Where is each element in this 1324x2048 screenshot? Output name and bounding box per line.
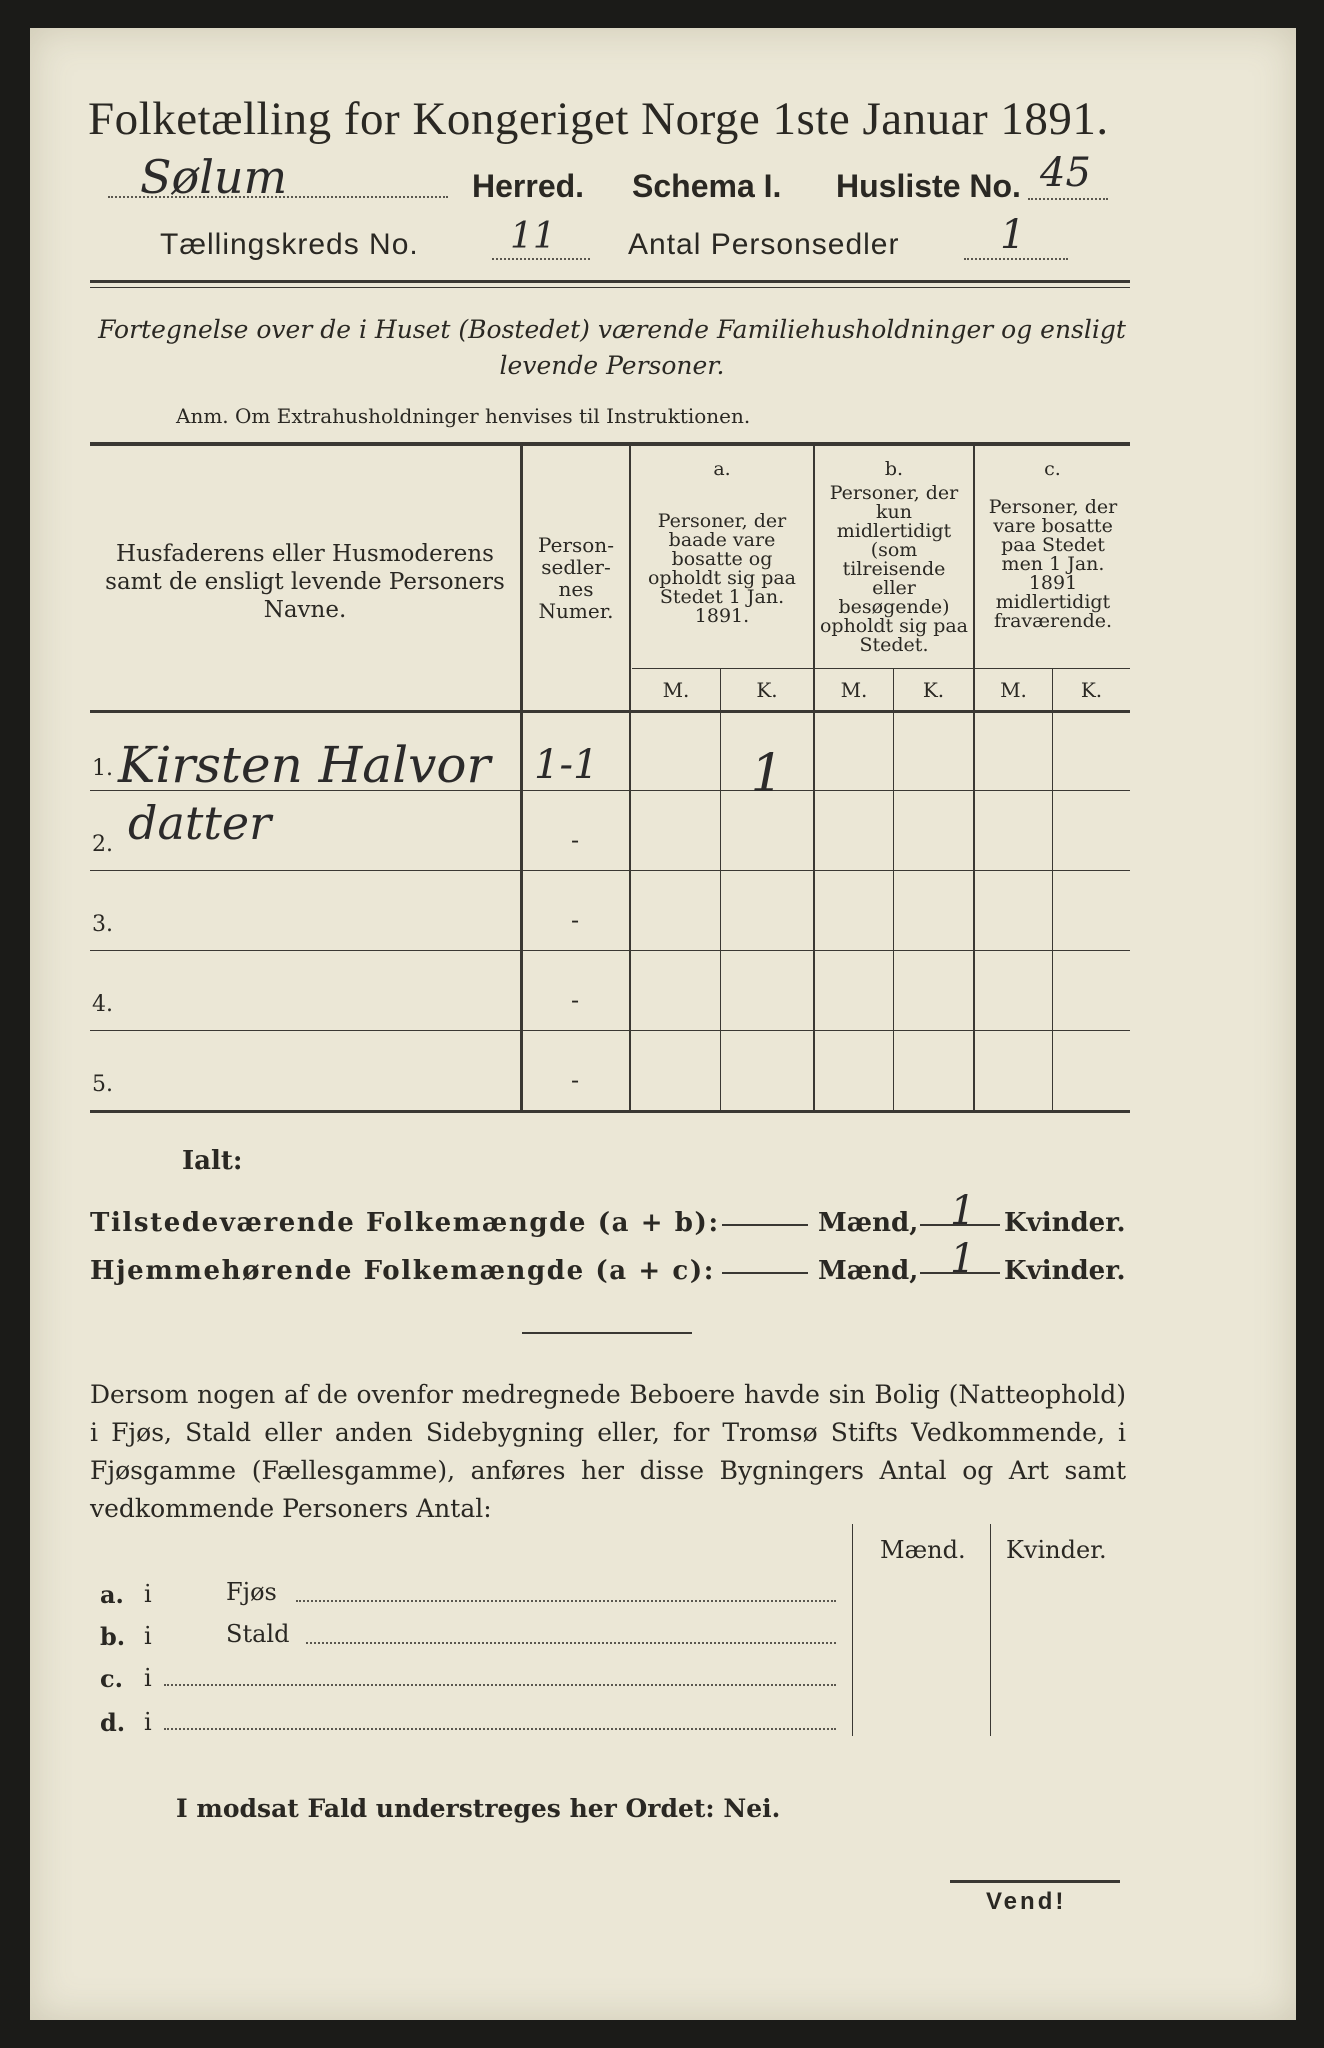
building-label: Fjøs: [226, 1578, 277, 1606]
buildings-kvinder-head: Kvinder.: [1006, 1536, 1107, 1564]
col-a-k-value: 1: [750, 744, 784, 804]
col-divider-3: [813, 446, 815, 1110]
col-a-letter: a.: [713, 458, 731, 480]
hjemme-label: Hjemmehørende Folkemængde (a + c):: [90, 1256, 715, 1286]
herred-value: Sølum: [140, 150, 288, 204]
tilstede-maend-blank: [722, 1224, 808, 1226]
mk-divider-c: [1052, 668, 1053, 1110]
kreds-value: 11: [510, 216, 556, 257]
building-i: i: [144, 1708, 152, 1736]
building-i: i: [144, 1622, 152, 1650]
kreds-dotted-line: [492, 258, 590, 260]
section-divider: [522, 1332, 692, 1334]
vend-rule: [950, 1880, 1120, 1883]
building-letter: c.: [100, 1664, 123, 1693]
person-numer: 1-1: [534, 742, 599, 788]
row-number: 2.: [92, 832, 113, 857]
schema-label: Schema I.: [632, 168, 782, 204]
buildings-divider-1: [852, 1524, 853, 1736]
vend-text: Vend!: [986, 1888, 1067, 1915]
hjemme-maend-label: Mænd,: [818, 1256, 919, 1286]
tilstede-maend-label: Mænd,: [818, 1208, 919, 1238]
person-name: datter: [128, 796, 272, 850]
ialt-label: Ialt:: [182, 1146, 243, 1176]
tilstede-kvinder-value: 1: [950, 1188, 976, 1234]
person-numer: -: [570, 1066, 580, 1094]
col-header-b: Personer, der kun midlertidigt (som tilreisende eller besøgende) opholdt sig paa Stedet.: [819, 482, 969, 656]
modsat-text: I modsat Fald understreges her Ordet: Nei.: [176, 1794, 781, 1823]
building-letter: d.: [100, 1708, 126, 1737]
col-c-letter: c.: [1044, 458, 1061, 480]
header-rule-thin: [90, 287, 1130, 288]
husliste-dotted-line: [1028, 198, 1108, 200]
building-dotted-line: [306, 1642, 836, 1644]
husliste-value: 45: [1040, 150, 1091, 196]
tilstede-label: Tilstedeværende Folkemængde (a + b):: [90, 1208, 720, 1238]
personsedler-label: Antal Personsedler: [628, 228, 900, 261]
person-numer: -: [570, 826, 580, 854]
building-dotted-line: [296, 1600, 836, 1602]
building-dotted-line: [164, 1728, 836, 1730]
col-c-m: M.: [1000, 678, 1027, 702]
fortegnelse-text: Fortegnelse over de i Huset (Bostedet) værende Familiehusholdninger og ensligt levende Personer.: [98, 315, 1126, 380]
subheader-rule: [632, 668, 1130, 669]
tilstede-kvinder-label: Kvinder.: [1004, 1208, 1126, 1238]
building-i: i: [144, 1664, 152, 1692]
col-b-m: M.: [840, 678, 868, 702]
herred-label: Herred.: [472, 168, 585, 204]
anm-text: Anm. Om Extrahusholdninger henvises til Instruktionen.: [176, 404, 751, 428]
building-dotted-line: [164, 1684, 836, 1686]
mk-divider-a: [720, 668, 721, 1110]
col-header-c: Personer, der vare bosatte paa Stedet men 1 Jan. 1891 midlertidigt fraværende.: [988, 496, 1118, 632]
form-title: Folketælling for Kongeriget Norge 1ste Januar 1891.: [88, 93, 1109, 145]
buildings-maend-head: Mænd.: [880, 1536, 966, 1564]
husliste-label: Husliste No.: [836, 168, 1021, 204]
col-a-m: M.: [662, 678, 690, 702]
row-number: 5.: [92, 1072, 113, 1097]
col-header-a: Personer, der baade vare bosatte og opholdt sig paa Stedet 1 Jan. 1891.: [647, 510, 797, 627]
header-rule-thick: [90, 280, 1130, 283]
buildings-divider-2: [990, 1524, 991, 1736]
hjemme-kvinder-value: 1: [950, 1236, 976, 1282]
building-letter: a.: [100, 1580, 124, 1609]
row-number: 1.: [92, 756, 113, 781]
hjemme-kvinder-label: Kvinder.: [1004, 1256, 1126, 1286]
col-b-letter: b.: [884, 458, 904, 480]
building-i: i: [144, 1580, 152, 1608]
building-letter: b.: [100, 1622, 126, 1651]
mk-divider-b: [893, 668, 894, 1110]
col-header-name: Husfaderens eller Husmoderens samt de ensligt levende Personers Navne.: [105, 541, 505, 623]
row-rule-3: [90, 950, 1130, 951]
personsedler-value: 1: [1000, 212, 1026, 258]
col-b-k: K.: [922, 678, 945, 702]
row-number: 3.: [92, 912, 113, 937]
row-rule-2: [90, 870, 1130, 871]
table-bottom-rule: [90, 1110, 1130, 1113]
buildings-paragraph: Dersom nogen af de ovenfor medregnede Beboere havde sin Bolig (Natteophold) i Fjøs, Stald eller anden Sidebygning eller, for Tromsø Stifts Vedkommende, i Fjøsgamme (Fællesgamme), anføres her disse Bygningers Antal og Art samt vedkommende Personers Antal:: [90, 1380, 1126, 1523]
building-label: Stald: [226, 1620, 290, 1648]
col-c-k: K.: [1080, 678, 1103, 702]
hjemme-maend-blank: [722, 1272, 808, 1274]
col-header-numer: Person-sedler-nes Numer.: [538, 533, 614, 623]
person-name: Kirsten Halvor: [118, 736, 491, 794]
col-a-k: K.: [756, 678, 778, 702]
person-numer: -: [570, 906, 580, 934]
personsedler-dotted-line: [964, 258, 1068, 260]
row-rule-4: [90, 1030, 1130, 1031]
row-number: 4.: [92, 992, 113, 1017]
col-divider-2: [629, 446, 631, 1110]
kreds-label: Tællingskreds No.: [160, 228, 419, 261]
person-numer: -: [570, 986, 580, 1014]
col-divider-4: [973, 446, 975, 1110]
